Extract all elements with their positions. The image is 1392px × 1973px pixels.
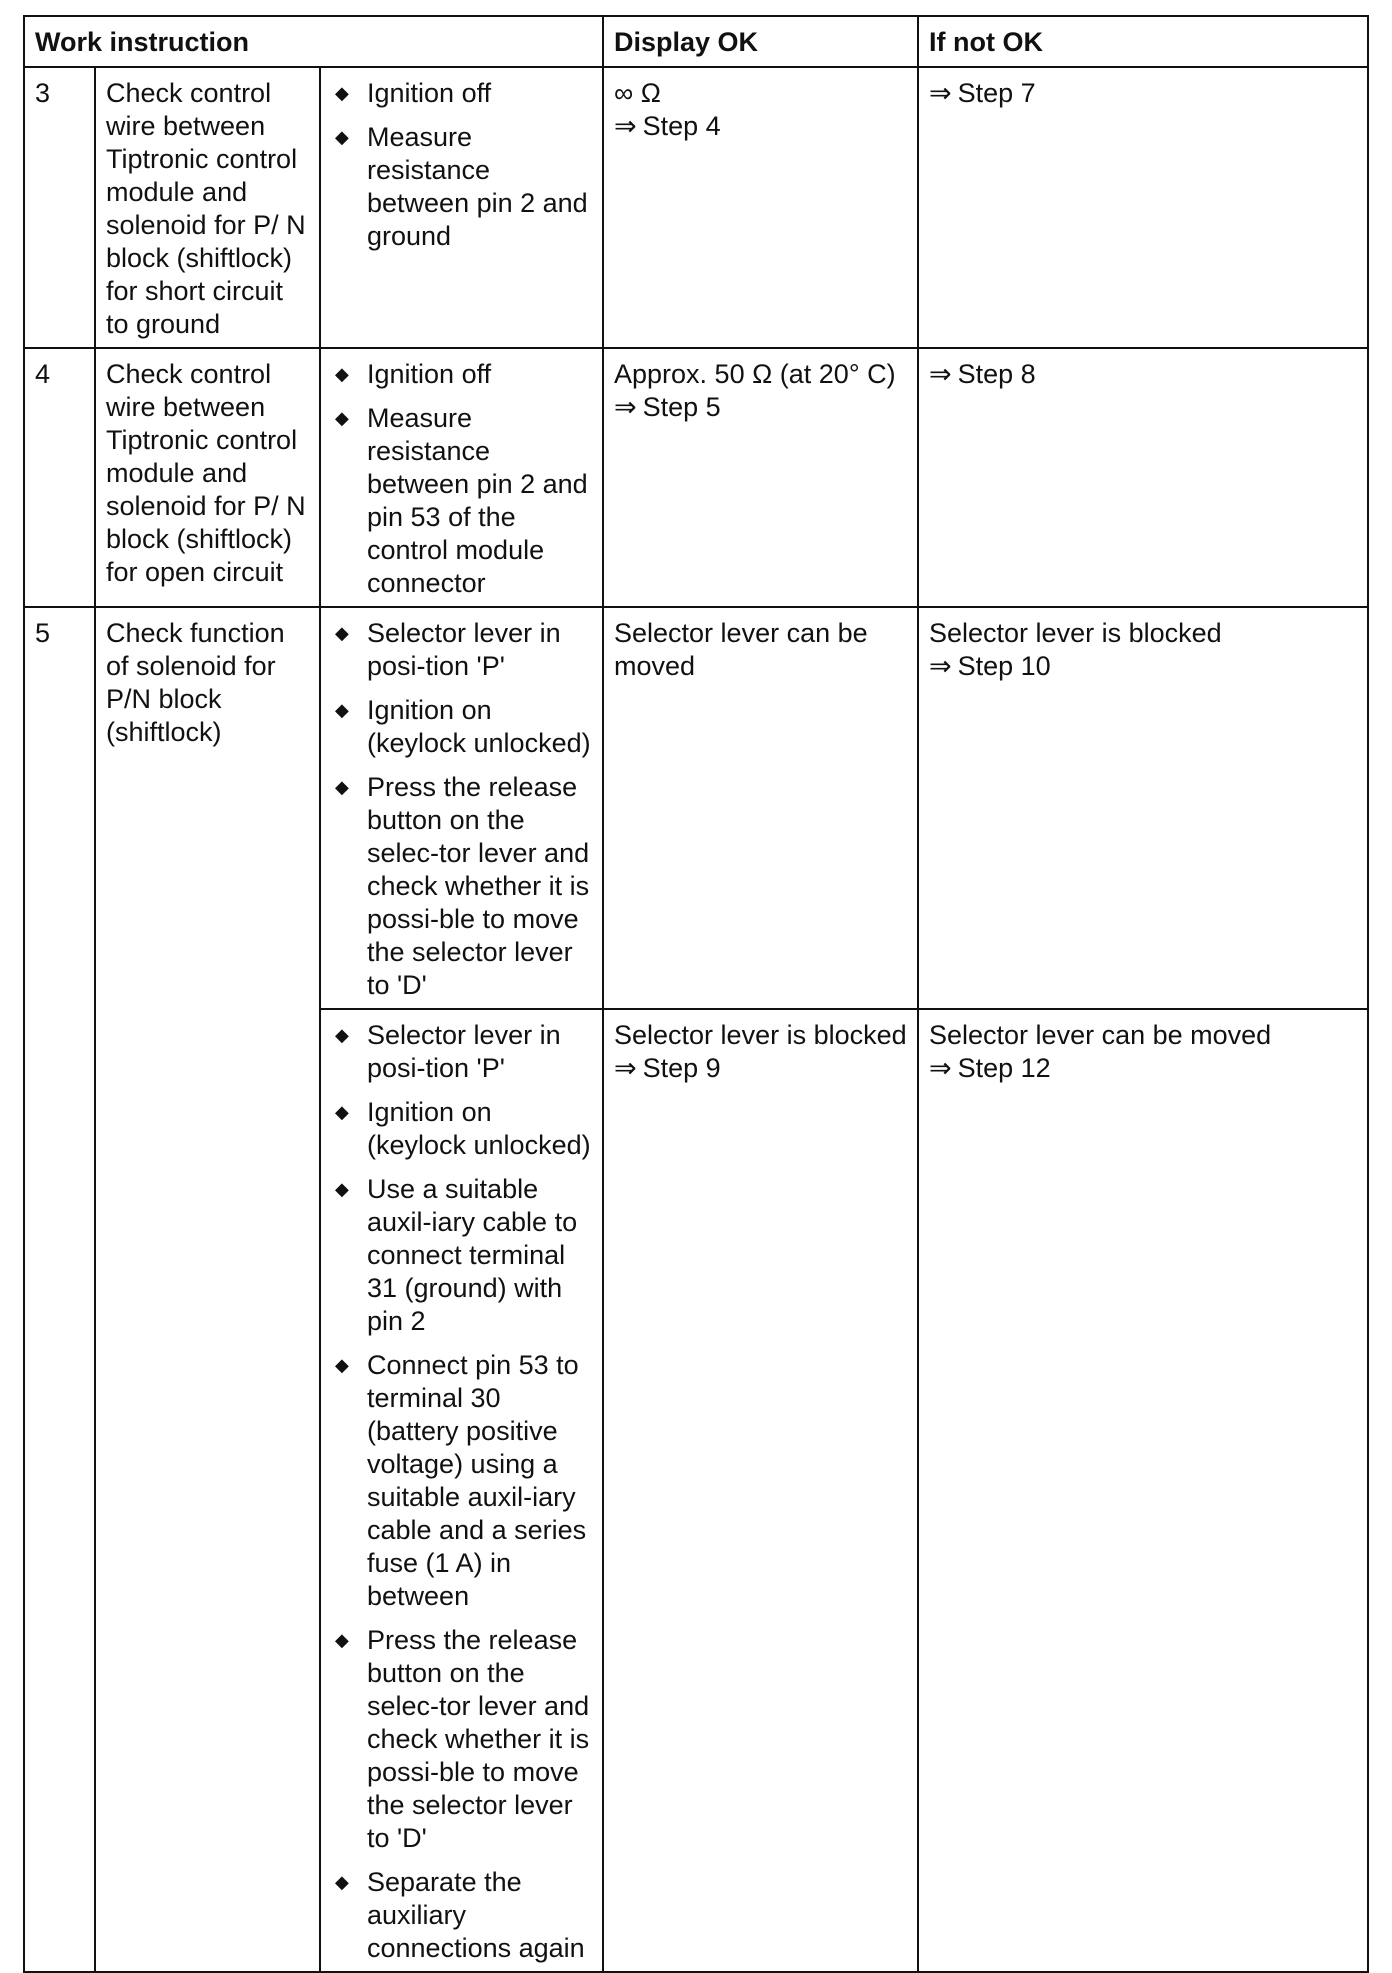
display-ok-next: ⇒ Step 4 xyxy=(614,111,721,141)
header-display-ok: Display OK xyxy=(603,16,918,67)
list-item: ◆ Ignition off xyxy=(335,359,492,389)
bullet-diamond-icon: ◆ xyxy=(335,700,349,720)
arrow-icon: ⇒ xyxy=(614,111,637,141)
arrow-icon: ⇒ xyxy=(929,1053,952,1083)
arrow-icon: ⇒ xyxy=(614,392,637,422)
bullet-diamond-icon: ◆ xyxy=(335,83,349,103)
bullet-diamond-icon: ◆ xyxy=(335,127,349,147)
header-work-instruction: Work instruction xyxy=(24,16,603,67)
if-not-ok-value: Selector lever is blocked xyxy=(929,618,1222,648)
list-item: ◆ Ignition on (keylock unlocked) xyxy=(335,1097,591,1160)
bullet-diamond-icon: ◆ xyxy=(335,777,349,797)
list-item: ◆ Separate the auxiliary connections again xyxy=(335,1867,585,1963)
bullet-diamond-icon: ◆ xyxy=(335,364,349,384)
list-item: ◆ Ignition off xyxy=(335,78,492,108)
bullet-diamond-icon: ◆ xyxy=(335,1179,349,1199)
if-not-ok-value: Selector lever can be moved xyxy=(929,1020,1272,1050)
action-list xyxy=(331,617,592,1002)
step-actions xyxy=(320,1009,603,1972)
if-not-ok-next: ⇒ Step 12 xyxy=(929,1053,1051,1083)
display-ok-cell xyxy=(603,607,918,1009)
bullet-diamond-icon: ◆ xyxy=(335,1872,349,1892)
if-not-ok-next: ⇒ Step 7 xyxy=(929,78,1036,108)
bullet-diamond-icon: ◆ xyxy=(335,1355,349,1375)
list-item: ◆ Measure resistance between pin 2 and pin 53 of the control module connector xyxy=(335,403,588,598)
arrow-icon: ⇒ xyxy=(929,78,952,108)
step-actions xyxy=(320,348,603,607)
list-item: ◆ Measure resistance between pin 2 and ground xyxy=(335,122,588,251)
list-item: ◆ Selector lever in posi-tion 'P' xyxy=(335,618,561,681)
step-number: 5 xyxy=(24,607,95,1972)
if-not-ok-next: ⇒ Step 10 xyxy=(929,651,1051,681)
list-item: ◆ Ignition on (keylock unlocked) xyxy=(335,695,591,758)
display-ok-value: Approx. 50 Ω (at 20° C) xyxy=(614,359,896,389)
arrow-icon: ⇒ xyxy=(929,359,952,389)
list-item: ◆ Connect pin 53 to terminal 30 (battery positive voltage) using a suitable auxil-iary cable and a series fuse (1 A) in between xyxy=(335,1350,587,1611)
bullet-diamond-icon: ◆ xyxy=(335,1630,349,1650)
action-list xyxy=(331,358,592,600)
if-not-ok-cell xyxy=(918,1009,1368,1972)
if-not-ok-cell xyxy=(918,348,1368,607)
step-actions xyxy=(320,67,603,348)
if-not-ok-cell xyxy=(918,67,1368,348)
list-item: ◆ Press the release button on the selec-tor lever and check whether it is possi-ble to move the selector lever to 'D' xyxy=(335,772,590,1000)
step-description: Check control wire between Tiptronic control module and solenoid for P/ N block (shiftlock) for open circuit xyxy=(95,348,320,607)
action-list xyxy=(331,77,592,253)
display-ok-cell xyxy=(603,348,918,607)
if-not-ok-cell xyxy=(918,607,1368,1009)
display-ok-next: ⇒ Step 9 xyxy=(614,1053,721,1083)
list-item: ◆ Press the release button on the selec-tor lever and check whether it is possi-ble to move the selector lever to 'D' xyxy=(335,1625,590,1853)
table-row xyxy=(24,67,1368,348)
bullet-diamond-icon: ◆ xyxy=(335,408,349,428)
display-ok-value: ∞ Ω xyxy=(614,78,661,108)
action-list xyxy=(331,1019,592,1965)
header-if-not-ok: If not OK xyxy=(918,16,1368,67)
table-row xyxy=(24,607,1368,1009)
list-item: ◆ Use a suitable auxil-iary cable to connect terminal 31 (ground) with pin 2 xyxy=(335,1174,578,1336)
arrow-icon: ⇒ xyxy=(614,1053,637,1083)
arrow-icon: ⇒ xyxy=(929,651,952,681)
bullet-diamond-icon: ◆ xyxy=(335,1025,349,1045)
step-actions xyxy=(320,607,603,1009)
header-row xyxy=(24,16,1368,67)
display-ok-next: ⇒ Step 5 xyxy=(614,392,721,422)
step-description: Check function of solenoid for P/N block (shiftlock) xyxy=(95,607,320,1972)
step-description: Check control wire between Tiptronic control module and solenoid for P/ N block (shiftlock) for short circuit to ground xyxy=(95,67,320,348)
list-item: ◆ Selector lever in posi-tion 'P' xyxy=(335,1020,561,1083)
bullet-diamond-icon: ◆ xyxy=(335,1102,349,1122)
step-number: 3 xyxy=(24,67,95,348)
table-row xyxy=(24,348,1368,607)
if-not-ok-next: ⇒ Step 8 xyxy=(929,359,1036,389)
display-ok-value: Selector lever can be moved xyxy=(614,618,868,681)
step-number: 4 xyxy=(24,348,95,607)
display-ok-cell xyxy=(603,1009,918,1972)
work-instruction-table xyxy=(23,15,1369,1973)
display-ok-value: Selector lever is blocked xyxy=(614,1020,907,1050)
display-ok-cell xyxy=(603,67,918,348)
bullet-diamond-icon: ◆ xyxy=(335,623,349,643)
